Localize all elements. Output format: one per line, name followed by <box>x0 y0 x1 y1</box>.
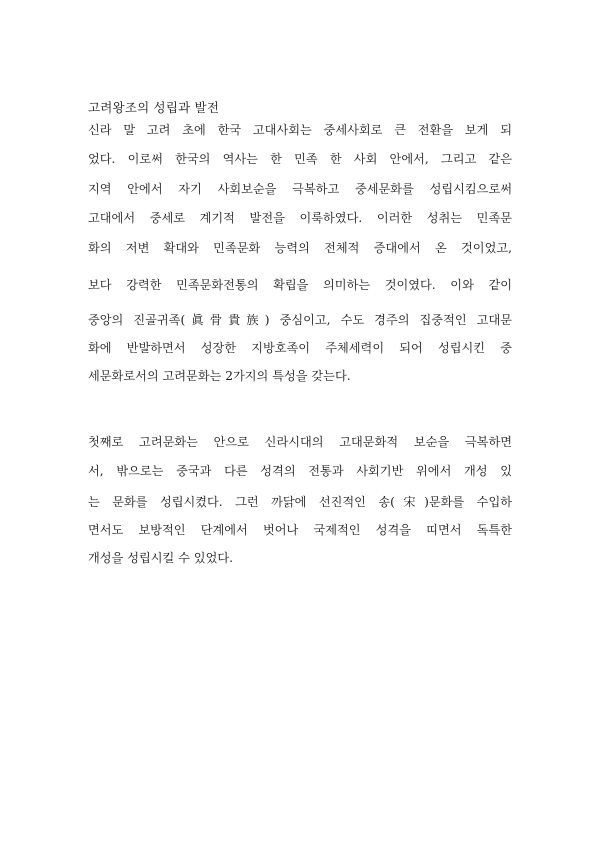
paragraph1-line: 보다 강력한 민족문화전통의 확립을 의미하는 것이였다. 이와 같이 <box>88 278 512 292</box>
paragraph2-line: 면서도 보방적인 단계에서 벗어나 국제적인 성격을 띠면서 독특한 <box>88 523 512 537</box>
paragraph1-line: 중앙의 진골귀족(眞骨貴族) 중심이고, 수도 경주의 집중적인 고대문 <box>88 313 512 327</box>
paragraph1-line: 고대에서 중세로 계기적 발전을 이룩하였다. 이러한 성취는 민족문 <box>88 211 512 225</box>
document-title: 고려왕조의 성립과 발전 <box>88 100 220 115</box>
paragraph1-line: 지역 안에서 자기 사회보순을 극복하고 중세문화를 성립시킴으로써 <box>88 182 512 196</box>
paragraph1-line: 화의 저변 확대와 민족문화 능력의 전체적 증대에서 온 것이었고, <box>88 241 512 255</box>
paragraph2-line: 첫째로 고려문화는 안으로 신라시대의 고대문화적 보순을 극복하면 <box>88 435 512 449</box>
paragraph2-line: 는 문화를 성립시켰다. 그런 까닭에 선진적인 송(宋)문화를 수입하 <box>88 495 512 509</box>
paragraph2-line: 서, 밖으로는 중국과 다른 성격의 전통과 사회기반 위에서 개성 있 <box>88 464 512 478</box>
paragraph1-line: 신라 말 고려 초에 한국 고대사회는 중세사회로 큰 전환을 보게 되 <box>88 123 512 137</box>
paragraph1-line: 세문화로서의 고려문화는 2가지의 특성을 갖는다. <box>88 369 351 383</box>
paragraph1-line: 화에 반발하면서 성장한 지방호족이 주체세력이 되어 성립시킨 중 <box>88 341 512 355</box>
paragraph2-line: 개성을 성립시킬 수 있었다. <box>88 551 234 565</box>
paragraph1-line: 었다. 이로써 한국의 역사는 한 민족 한 사회 안에서, 그리고 같은 <box>88 152 512 166</box>
